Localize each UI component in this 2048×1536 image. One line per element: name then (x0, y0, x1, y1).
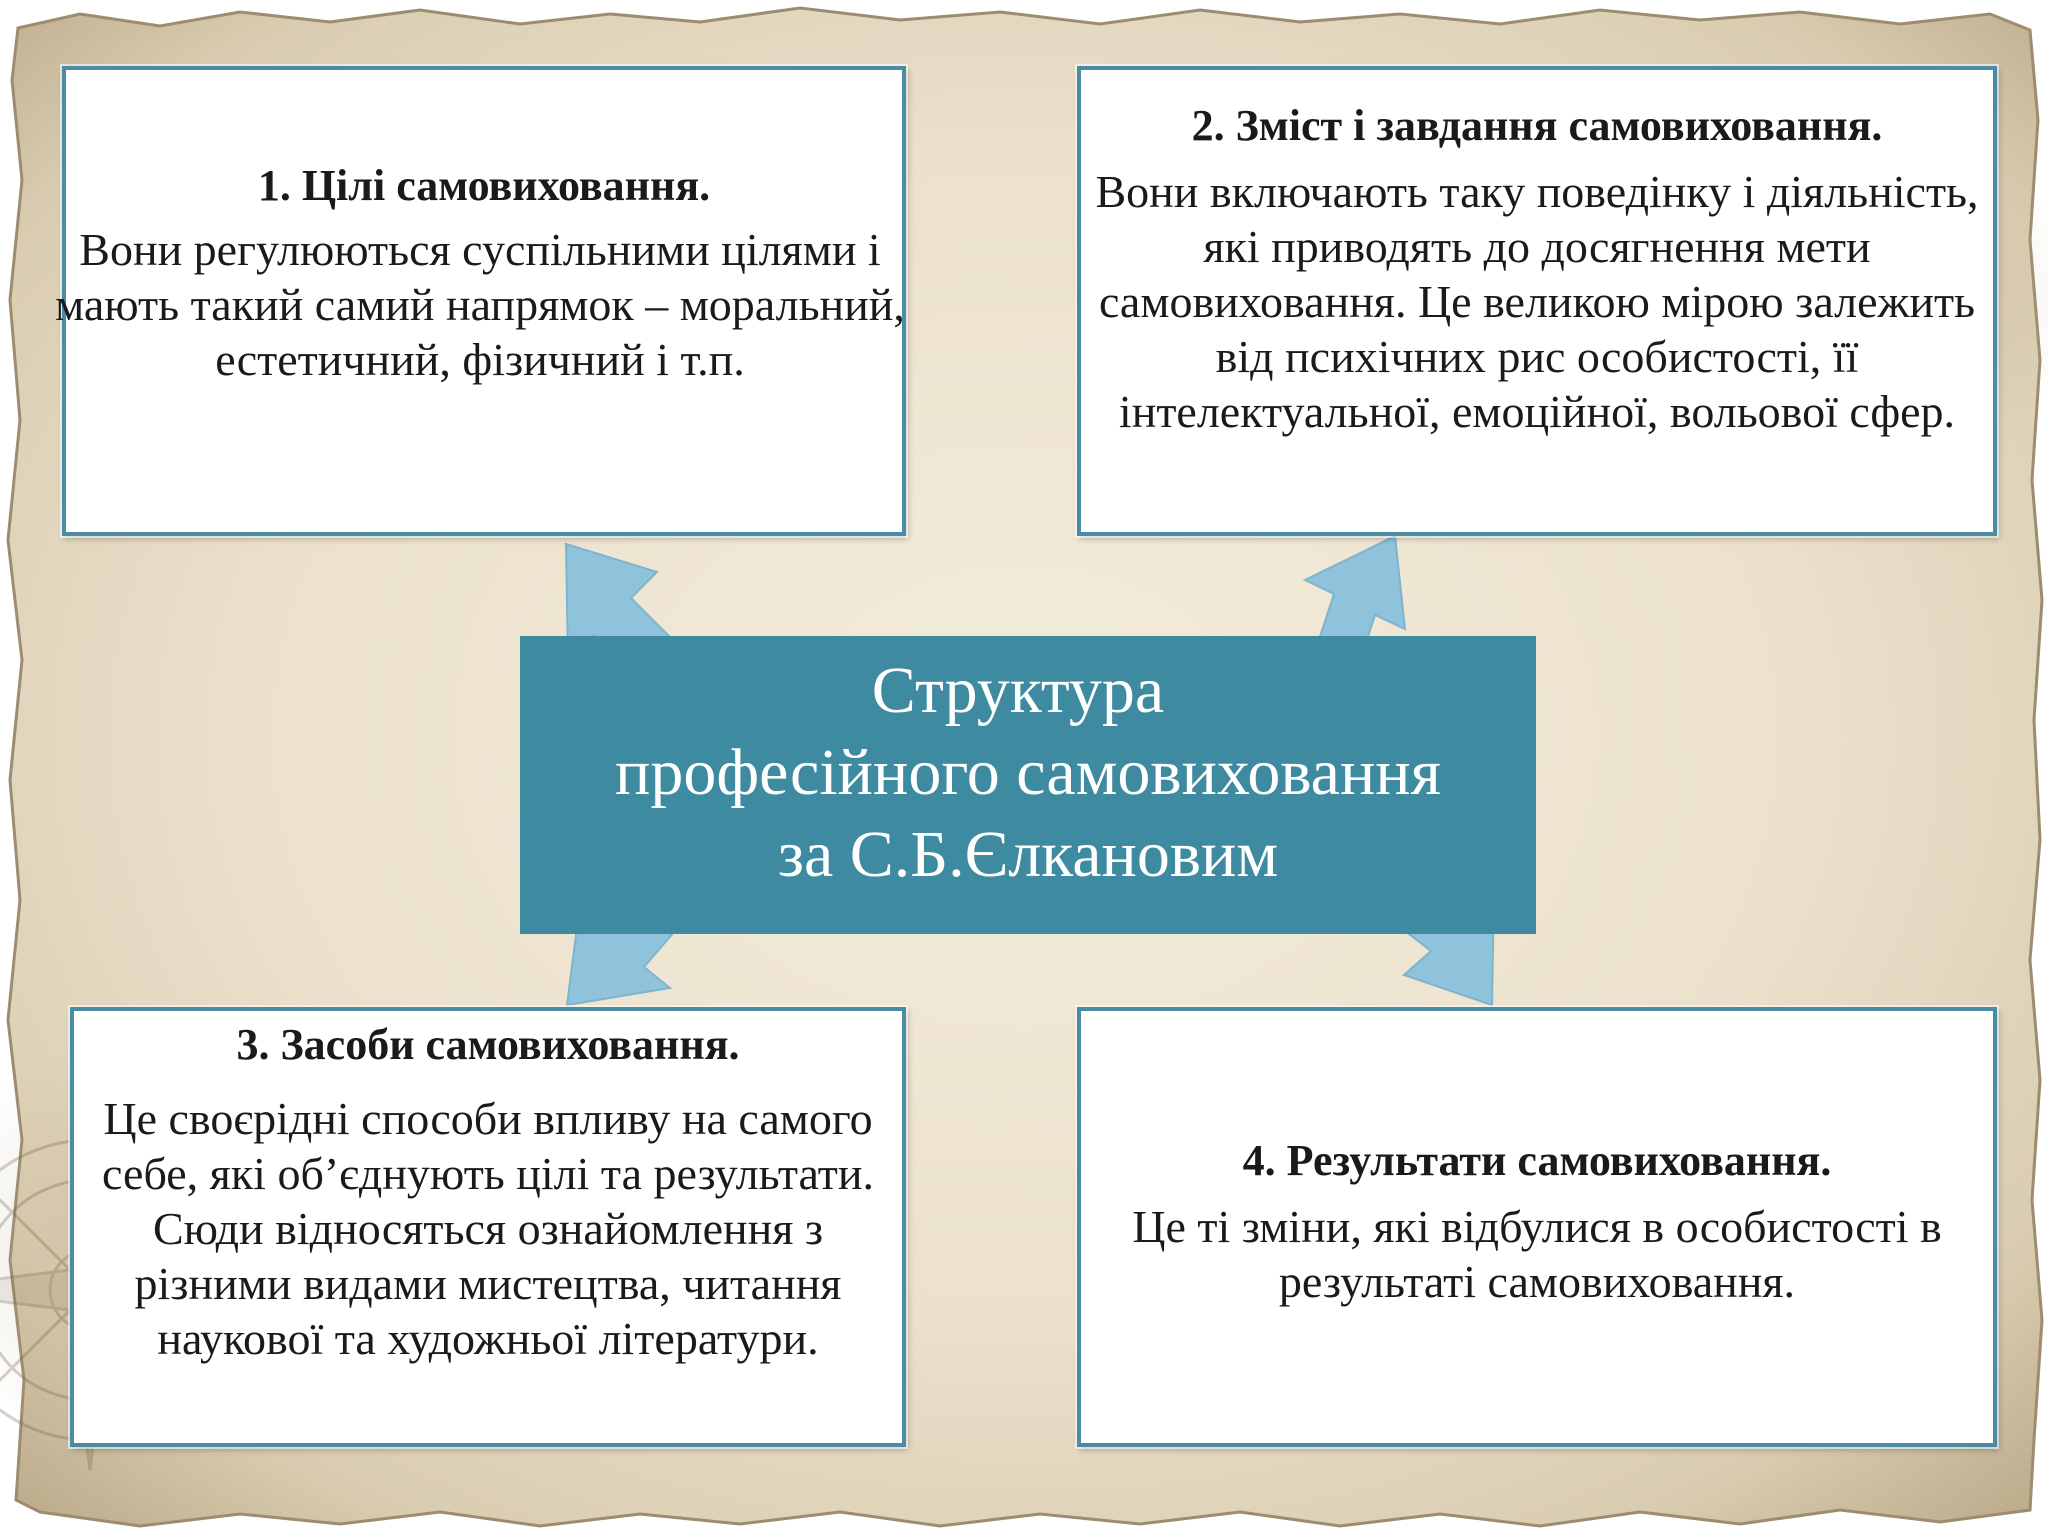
means-box (70, 1007, 906, 1447)
content-tasks-text: Вони включають таку поведінку і діяльність, які приводять до досягнення мети самовиховання. Це великою мірою залежить від психічних рис особистості, її інтелектуальної, емоційної, вольової сфер. (1095, 166, 1979, 437)
results-box (1077, 1007, 1997, 1447)
center-title-line-2: професійного самовиховання (615, 736, 1441, 809)
center-title-line-1: Структура (871, 654, 1165, 727)
means-text: Це своєрідні способи впливу на самого себе, які об’єднують цілі та результати. Сюди відносяться ознайомлення з різними видами мистецтва, читання наукової та художньої літератури. (102, 1093, 874, 1364)
content-tasks-box (1077, 66, 1997, 536)
content-tasks-title: 2. Зміст і завдання самовиховання. (1191, 101, 1883, 150)
center-title-box (520, 636, 1536, 934)
goals-box (55, 66, 906, 536)
goals-text: Вони регулюються суспільними цілями і мають такий самий напрямок – моральний, естетичний, фізичний і т.п. (55, 224, 905, 385)
results-title: 4. Результати самовиховання. (1242, 1136, 1832, 1185)
results-text: Це ті зміни, які відбулися в особистості в результаті самовиховання. (1132, 1201, 1942, 1307)
goals-title: 1. Цілі самовиховання. (257, 161, 711, 210)
center-title-line-3: за С.Б.Єлкановим (777, 818, 1279, 891)
means-title: 3. Засоби самовиховання. (236, 1020, 740, 1069)
